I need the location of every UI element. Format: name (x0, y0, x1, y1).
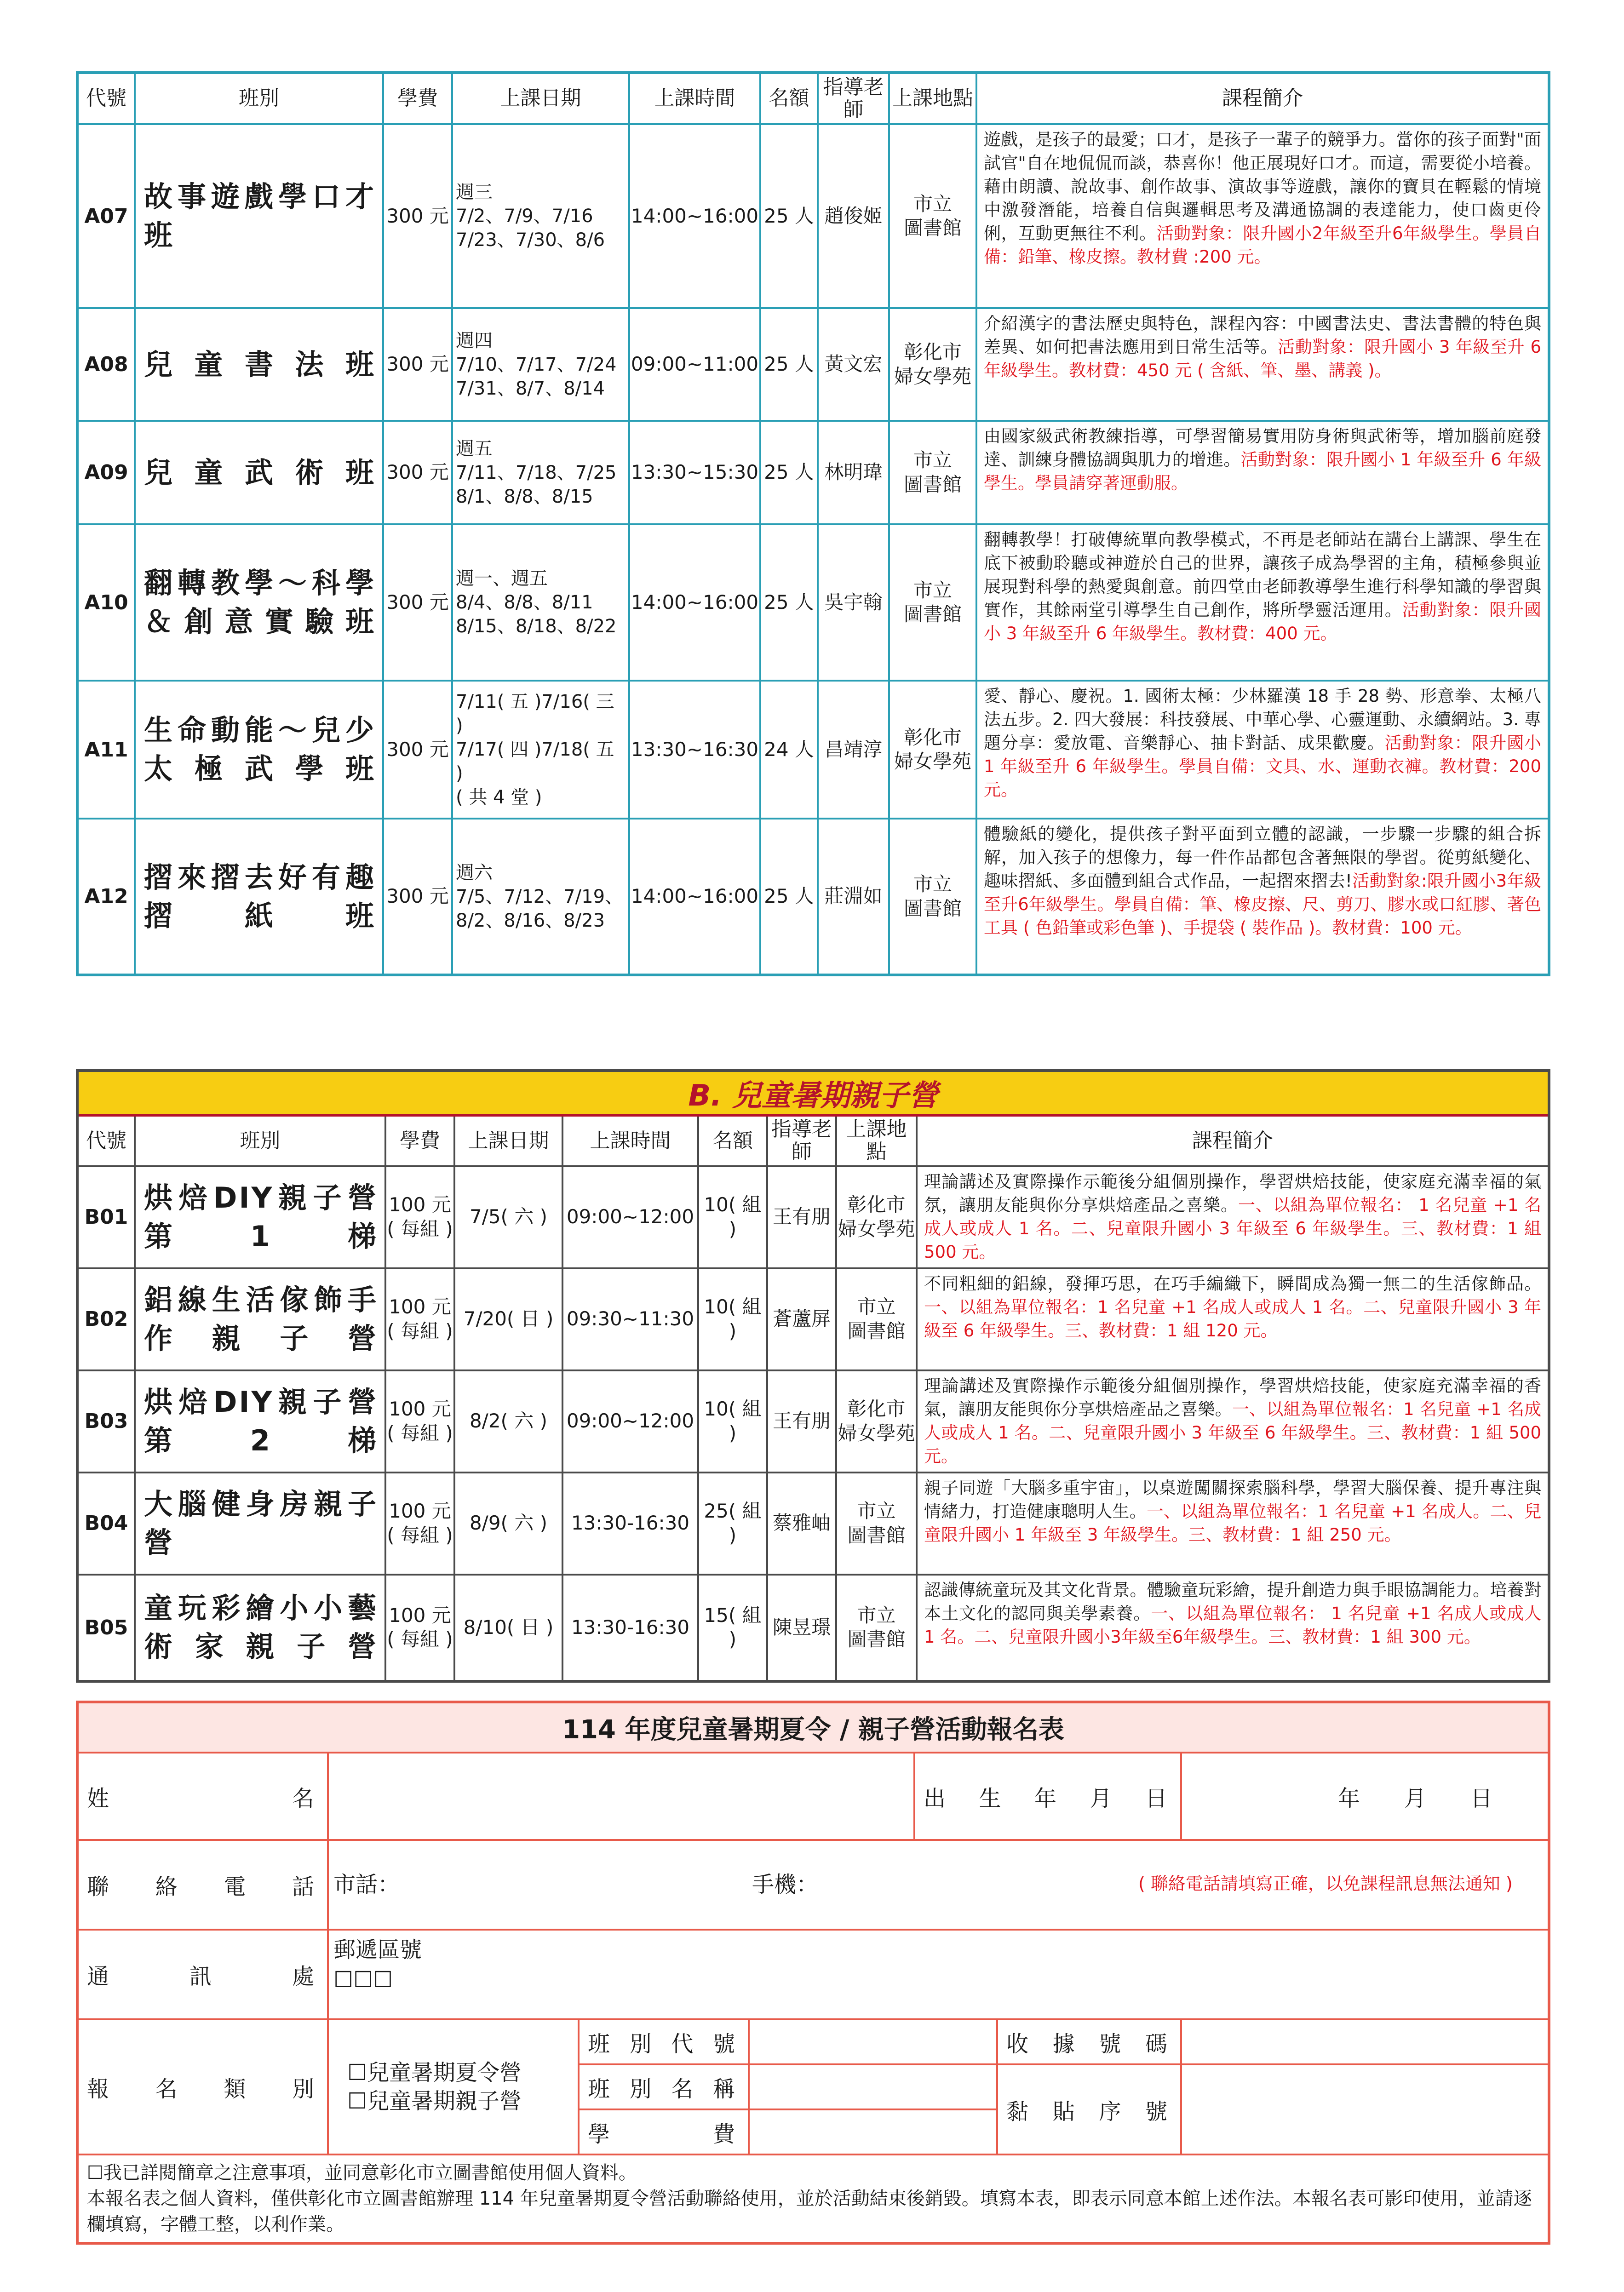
description-text: 認識傳統童玩及其文化背景。體驗童玩彩繪，提升創造力與手眼協調能力。培養對本土文化的認同與美學素養。 (924, 1580, 1542, 1623)
fee: 100 元 ( 每組 ) (385, 1575, 454, 1681)
course-description (917, 1268, 1549, 1370)
class-dates: 7/20( 日 ) (454, 1268, 562, 1370)
header-date: 上課日期 (454, 1116, 562, 1166)
teacher: 蒼蘆屏 (767, 1268, 836, 1370)
location: 市立 圖書館 (889, 819, 976, 975)
phone-row[interactable] (328, 1840, 1549, 1930)
description-requirements: 一、以組為單位報名： 1 名兒童 +1 名成人或成人 1 名。二、兒童限升國小3年級至6年級學生。三、教材費：1 組 300 元。 (924, 1603, 1542, 1647)
header-code: 代號 (77, 73, 135, 124)
location: 市立 圖書館 (836, 1268, 917, 1370)
class-name: 兒童書法班 (135, 308, 383, 421)
class-time: 14:00~16:00 (629, 524, 760, 681)
type-options[interactable] (328, 2019, 579, 2154)
class-code: B02 (77, 1268, 135, 1370)
class-time: 09:00~12:00 (562, 1370, 698, 1473)
header-place: 上課地點 (836, 1116, 917, 1166)
header-class: 班別 (135, 73, 383, 124)
form-title: 114 年度兒童暑期夏令 / 親子營活動報名表 (77, 1702, 1549, 1753)
class-time: 14:00~16:00 (629, 124, 760, 308)
class-name: 生命動能～兒少太極武學班 (135, 681, 383, 819)
class-time: 13:30-16:30 (562, 1575, 698, 1681)
header-desc: 課程簡介 (917, 1116, 1549, 1166)
description-text: 理論講述及實際操作示範後分組個別操作，學習烘焙技能，使家庭充滿幸福的氣氛，讓朋友能與你分享烘焙產品之喜樂。 (924, 1171, 1542, 1215)
class-time: 09:00~11:00 (629, 308, 760, 421)
description-requirements: 活動對象：限升國小 3 年級至升 6 年級學生。教材費：450 元 ( 含紙、筆、墨、講義 )。 (984, 337, 1541, 381)
teacher: 王有朋 (767, 1166, 836, 1268)
header-teacher: 指導老師 (767, 1116, 836, 1166)
teacher: 黃文宏 (818, 308, 889, 421)
fee: 300 元 (383, 819, 452, 975)
quota: 25 人 (760, 421, 818, 524)
header-quota: 名額 (698, 1116, 767, 1166)
class-name: 翻轉教學～科學＆創意實驗班 (135, 524, 383, 681)
table-row (77, 1268, 1549, 1370)
class-name: 童玩彩繪小小藝術家親子營 (135, 1575, 385, 1681)
quota: 25( 組 ) (698, 1473, 767, 1575)
receipt-label: 收據號碼 (997, 2019, 1181, 2064)
family-camp-checkbox[interactable]: ☐兒童暑期親子營 (347, 2088, 522, 2114)
header-date: 上課日期 (452, 73, 629, 124)
table-row (77, 1370, 1549, 1473)
address-input[interactable] (328, 1930, 1549, 2019)
class-code: A09 (77, 421, 135, 524)
birth-label: 出生年月日 (914, 1753, 1181, 1840)
fee: 300 元 (383, 124, 452, 308)
class-dates: 7/11( 五 )7/16( 三 ) 7/17( 四 )7/18( 五 ) ( 共 4 堂 ) (452, 681, 629, 819)
fee: 100 元 ( 每組 ) (385, 1268, 454, 1370)
table-row (77, 308, 1549, 421)
course-description (976, 308, 1549, 421)
table-b-header (77, 1116, 1549, 1166)
class-name: 烘焙DIY親子營第1梯 (135, 1166, 385, 1268)
class-code: B03 (77, 1370, 135, 1473)
banner-title: B. 兒童暑期親子營 (77, 1071, 1549, 1116)
paste-label: 黏貼序號 (997, 2064, 1181, 2154)
quota: 25 人 (760, 308, 818, 421)
description-requirements: 一、以組為單位報名： 1 名兒童 +1 名成人或成人 1 名。二、兒童限升國小 3 年級至 6 年級學生。三、教材費：1 組 500 元。 (924, 1195, 1542, 1262)
teacher: 蔡雅岫 (767, 1473, 836, 1575)
phone-note: ( 聯絡電話請填寫正確，以免課程訊息無法通知 ) (1138, 1874, 1513, 1894)
teacher: 王有朋 (767, 1370, 836, 1473)
mobile-label: 手機： (752, 1872, 819, 1897)
quota: 25 人 (760, 819, 818, 975)
description-text: 翻轉教學！打破傳統單向教學模式，不再是老師站在講台上講課、學生在底下被動聆聽或神遊於自己的世界，讓孩子成為學習的主角，積極參與並展現對科學的熱愛與創意。前四堂由老師教導學生進行科學知識的學習與實作，其餘兩堂引導學生自己創作，將所學靈活運用。 (984, 530, 1541, 620)
table-row (77, 1166, 1549, 1268)
header-teacher: 指導老師 (818, 73, 889, 124)
course-description (917, 1473, 1549, 1575)
header-fee: 學費 (385, 1116, 454, 1166)
registration-form (76, 1701, 1550, 2245)
table-row (77, 681, 1549, 819)
class-name-input[interactable] (749, 2064, 997, 2109)
description-text: 不同粗細的鋁線，發揮巧思，在巧手編織下，瞬間成為獨一無二的生活傢飾品。 (924, 1273, 1542, 1294)
privacy-note: 本報名表之個人資料，僅供彰化市立圖書館辦理 114 年兒童暑期夏令營活動聯絡使用，並於活動結束後銷毀。填寫本表，即表示同意本館上述作法。本報名表可影印使用，並請逐欄填寫，字體工整，以利作業。 (87, 2188, 1532, 2235)
birth-input[interactable]: 年 月 日 (1181, 1753, 1549, 1840)
name-label: 姓名 (77, 1753, 328, 1840)
class-code: B01 (77, 1166, 135, 1268)
description-text: 介紹漢字的書法歷史與特色，課程內容：中國書法史、書法書體的特色與差異、如何把書法應用到日常生活等。 (984, 314, 1541, 357)
location: 市立 圖書館 (836, 1473, 917, 1575)
location: 彰化市 婦女學苑 (836, 1370, 917, 1473)
course-description (976, 681, 1549, 819)
header-desc: 課程簡介 (976, 73, 1549, 124)
location: 市立 圖書館 (889, 124, 976, 308)
class-code: A12 (77, 819, 135, 975)
location: 彰化市 婦女學苑 (889, 308, 976, 421)
class-code-label: 班別代號 (579, 2019, 749, 2064)
description-requirements: 一、以組為單位報名：1 名兒童 +1 名成人。二、兒童限升國小 1 年級至 3 年級學生。三、教材費：1 組 250 元。 (924, 1501, 1542, 1545)
address-label: 通訊處 (77, 1930, 328, 2019)
fee: 300 元 (383, 308, 452, 421)
class-time: 13:30~15:30 (629, 421, 760, 524)
description-text: 遊戲，是孩子的最愛；口才，是孩子一輩子的競爭力。當你的孩子面對"面試官"自在地侃侃而談，恭喜你！他正展現好口才。而這，需要從小培養。藉由朗讀、說故事、創作故事、演故事等遊戲，讓你的寶貝在輕鬆的情境中激發潛能，培養自信與邏輯思考及溝通協調的表達能力，使口齒更伶俐，互動更無往不利。 (984, 130, 1541, 244)
tuition-label: 學費 (579, 2109, 749, 2154)
class-code: A11 (77, 681, 135, 819)
header-code: 代號 (77, 1116, 135, 1166)
receipt-input[interactable] (1181, 2019, 1549, 2064)
quota: 24 人 (760, 681, 818, 819)
class-dates: 8/10( 日 ) (454, 1575, 562, 1681)
header-fee: 學費 (383, 73, 452, 124)
fee: 100 元 ( 每組 ) (385, 1473, 454, 1575)
table-row (77, 421, 1549, 524)
description-requirements: 活動對象：限升國小 3 年級至升 6 年級學生。教材費：400 元。 (984, 600, 1542, 644)
course-description (917, 1575, 1549, 1681)
fee: 300 元 (383, 421, 452, 524)
quota: 10( 組 ) (698, 1370, 767, 1473)
class-name: 大腦健身房親子營 (135, 1473, 385, 1575)
description-text: 親子同遊「大腦多重宇宙」，以桌遊闖關探索腦科學，學習大腦保養、提升專注與情緒力，打造健康聰明人生。 (924, 1478, 1542, 1521)
class-time: 14:00~16:00 (629, 819, 760, 975)
header-time: 上課時間 (629, 73, 760, 124)
teacher: 趙俊姬 (818, 124, 889, 308)
class-time: 13:30~16:30 (629, 681, 760, 819)
course-description (917, 1166, 1549, 1268)
zip-boxes[interactable]: ☐☐☐ (333, 1966, 393, 1993)
teacher: 莊淵如 (818, 819, 889, 975)
class-code: A08 (77, 308, 135, 421)
course-description (917, 1370, 1549, 1473)
table-a (76, 71, 1550, 976)
course-description (976, 421, 1549, 524)
description-text: 由國家級武術教練指導，可學習簡易實用防身術與武術等，增加腦前庭發達、訓練身體協調與肌力的增進。 (984, 426, 1541, 470)
location: 市立 圖書館 (889, 524, 976, 681)
course-description (976, 524, 1549, 681)
location: 市立 圖書館 (889, 421, 976, 524)
table-a-header (77, 73, 1549, 124)
class-time: 13:30-16:30 (562, 1473, 698, 1575)
description-requirements: 活動對象：限升國小 1 年級至升 6 年級學生。學員自備：文具、水、運動衣褲。教材費：200 元。 (984, 733, 1542, 800)
quota: 10( 組 ) (698, 1166, 767, 1268)
description-text: 理論講述及實際操作示範後分組個別操作，學習烘焙技能，使家庭充滿幸福的香氣，讓朋友能與你分享烘焙產品之喜樂。 (924, 1375, 1542, 1419)
course-description (976, 124, 1549, 308)
class-code: B05 (77, 1575, 135, 1681)
paste-input[interactable] (1181, 2064, 1549, 2154)
table-row (77, 124, 1549, 308)
class-name: 烘焙DIY親子營第2梯 (135, 1370, 385, 1473)
class-dates: 8/9( 六 ) (454, 1473, 562, 1575)
class-dates: 週一、週五 8/4、8/8、8/11 8/15、8/18、8/22 (452, 524, 629, 681)
quota: 25 人 (760, 124, 818, 308)
class-time: 09:00~12:00 (562, 1166, 698, 1268)
class-name-label: 班別名稱 (579, 2064, 749, 2109)
course-description (976, 819, 1549, 975)
description-text: 體驗紙的變化，提供孩子對平面到立體的認識，一步驟一步驟的組合拆解，加入孩子的想像力，每一件作品都包含著無限的學習。從剪紙變化、趣味摺紙、多面體到組合式作品，一起摺來摺去! (984, 824, 1541, 891)
class-code-input[interactable] (749, 2019, 997, 2064)
teacher: 吳宇翰 (818, 524, 889, 681)
header-time: 上課時間 (562, 1116, 698, 1166)
class-dates: 週六 7/5、7/12、7/19、 8/2、8/16、8/23 (452, 819, 629, 975)
description-text: 愛、靜心、慶祝。1. 國術太極：少林羅漢 18 手 28 勢、形意拳、太極八法五步。2. 四大發展：科技發展、中華心學、心靈運動、永續網站。3. 專題分享：愛放電、音樂靜心、抽卡對話、成果歡慶。 (984, 686, 1541, 753)
class-code: A10 (77, 524, 135, 681)
table-row (77, 819, 1549, 975)
name-input[interactable] (328, 1753, 914, 1840)
table-row (77, 1575, 1549, 1681)
class-dates: 7/5( 六 ) (454, 1166, 562, 1268)
zip-label: 郵遞區號 (333, 1937, 422, 1963)
quota: 15( 組 ) (698, 1575, 767, 1681)
header-quota: 名額 (760, 73, 818, 124)
description-requirements: 活動對象：限升國小 1 年級至升 6 年級學生。學員請穿著運動服。 (984, 450, 1541, 493)
table-b (76, 1069, 1550, 1683)
summer-camp-checkbox[interactable]: ☐兒童暑期夏令營 (347, 2059, 522, 2086)
description-requirements: 活動對象:限升國小3年級至升6年級學生。學員自備：筆、橡皮擦、尺、剪刀、膠水或口紅膠、著色工具 ( 色鉛筆或彩色筆 )、手提袋 ( 裝作品 )。教材費：100 元。 (984, 871, 1541, 938)
class-time: 09:30~11:30 (562, 1268, 698, 1370)
location: 市立 圖書館 (836, 1575, 917, 1681)
class-dates: 週五 7/11、7/18、7/25 8/1、8/8、8/15 (452, 421, 629, 524)
fee: 300 元 (383, 524, 452, 681)
class-name: 故事遊戲學口才班 (135, 124, 383, 308)
class-dates: 週四 7/10、7/17、7/24 7/31、8/7、8/14 (452, 308, 629, 421)
phone-label: 聯絡電話 (77, 1840, 328, 1930)
description-requirements: 一、以組為單位報名：1 名兒童 +1 名成人或成人 1 名。二、兒童限升國小 3 年級至 6 年級學生。三、教材費：1 組 500 元。 (924, 1399, 1542, 1466)
agree-checkbox[interactable]: ☐我已詳閱簡章之注意事項，並同意彰化市立圖書館使用個人資料。 (87, 2162, 637, 2183)
class-code: A07 (77, 124, 135, 308)
fee: 100 元 ( 每組 ) (385, 1166, 454, 1268)
class-name: 鋁線生活傢飾手作親子營 (135, 1268, 385, 1370)
class-dates: 8/2( 六 ) (454, 1370, 562, 1473)
quota: 25 人 (760, 524, 818, 681)
form-notes (77, 2154, 1549, 2243)
fee: 100 元 ( 每組 ) (385, 1370, 454, 1473)
class-code: B04 (77, 1473, 135, 1575)
quota: 10( 組 ) (698, 1268, 767, 1370)
location: 彰化市 婦女學苑 (836, 1166, 917, 1268)
class-name: 兒童武術班 (135, 421, 383, 524)
teacher: 陳昱璟 (767, 1575, 836, 1681)
header-class: 班別 (135, 1116, 385, 1166)
location: 彰化市 婦女學苑 (889, 681, 976, 819)
description-requirements: 一、以組為單位報名：1 名兒童 +1 名成人或成人 1 名。二、兒童限升國小 3 年級至 6 年級學生。三、教材費：1 組 120 元。 (924, 1297, 1542, 1341)
table-row (77, 524, 1549, 681)
class-name: 摺來摺去好有趣摺紙班 (135, 819, 383, 975)
home-phone-label: 市話： (333, 1872, 400, 1897)
class-dates: 週三 7/2、7/9、7/16 7/23、7/30、8/6 (452, 124, 629, 308)
type-label: 報名類別 (77, 2019, 328, 2154)
description-requirements: 活動對象：限升國小2年級至升6年級學生。學員自備：鉛筆、橡皮擦。教材費 :200 元。 (984, 223, 1541, 267)
header-place: 上課地點 (889, 73, 976, 124)
teacher: 昌靖淳 (818, 681, 889, 819)
teacher: 林明瑋 (818, 421, 889, 524)
tuition-input[interactable] (749, 2109, 997, 2154)
fee: 300 元 (383, 681, 452, 819)
table-row (77, 1473, 1549, 1575)
